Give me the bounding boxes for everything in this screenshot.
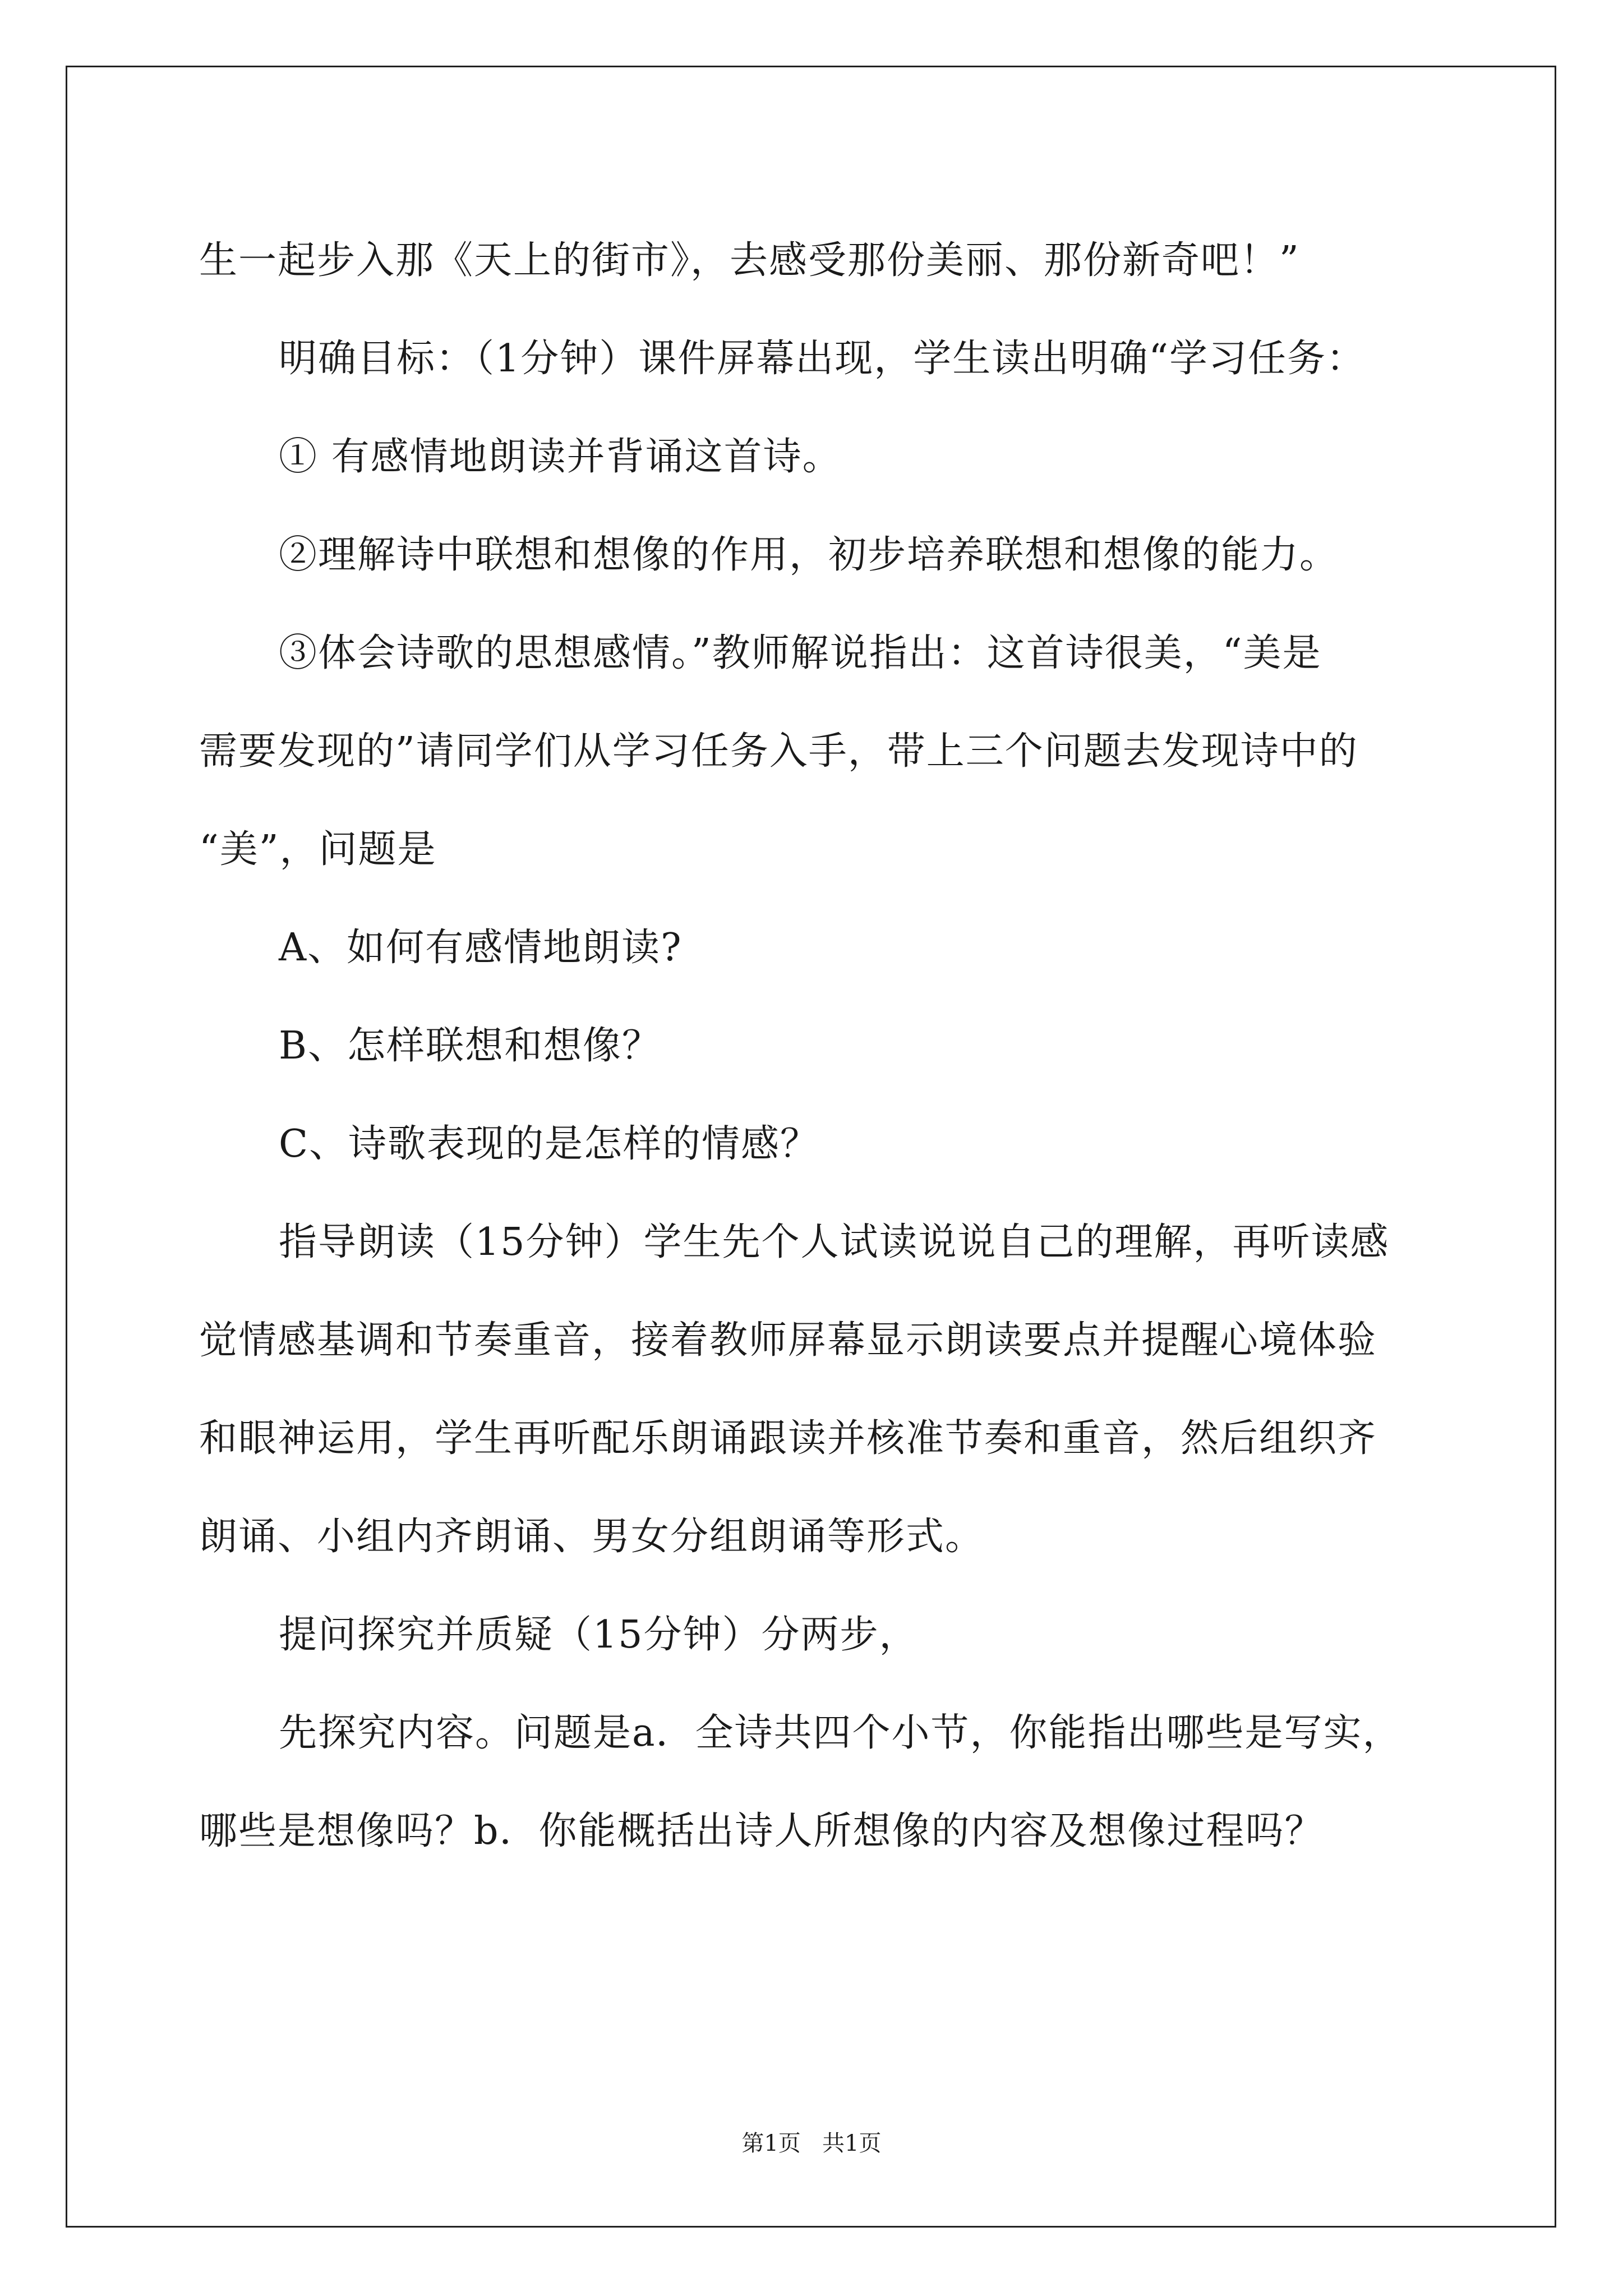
paragraph-line: 指导朗读（15分钟）学生先个人试读说说自己的理解，再听读感 [279, 1220, 1390, 1264]
paragraph-line: 和眼神运用，学生再听配乐朗诵跟读并核准节奏和重音，然后组织齐 [199, 1416, 1377, 1461]
paragraph-line: B、怎样联想和想像？ [279, 1024, 661, 1068]
paragraph-line: 提问探究并质疑（15分钟）分两步， [279, 1613, 919, 1657]
paragraph-line: 生一起步入那《天上的街市》，去感受那份美丽、那份新奇吧！” [199, 238, 1300, 283]
paragraph-line: 明确目标：（1分钟）课件屏幕出现，学生读出明确“学习任务： [279, 337, 1366, 381]
paragraph-line: 觉情感基调和节奏重音，接着教师屏幕显示朗读要点并提醒心境体验 [199, 1318, 1377, 1363]
paragraph-line: 哪些是想像吗？b．你能概括出诗人所想像的内容及想像过程吗？ [199, 1809, 1324, 1853]
paragraph-line: ① 有感情地朗读并背诵这首诗。 [279, 435, 842, 479]
paragraph-line: “美”，问题是 [199, 827, 437, 872]
paragraph-line: 先探究内容。问题是a．全诗共四个小节，你能指出哪些是写实， [279, 1711, 1402, 1755]
paragraph-line: A、如何有感情地朗读? [279, 926, 683, 970]
paragraph-line: ③体会诗歌的思想感情。”教师解说指出：这首诗很美，“美是 [279, 631, 1322, 675]
paragraph-line: C、诗歌表现的是怎样的情感？ [279, 1122, 820, 1166]
paragraph-line: 朗诵、小组内齐朗诵、男女分组朗诵等形式。 [199, 1515, 985, 1559]
paragraph-line: ②理解诗中联想和想像的作用，初步培养联想和想像的能力。 [279, 533, 1339, 577]
paragraph-line: 需要发现的”请同学们从学习任务入手，带上三个问题去发现诗中的 [199, 729, 1358, 774]
page-number-footer: 第1页 共1页 [741, 2131, 882, 2156]
